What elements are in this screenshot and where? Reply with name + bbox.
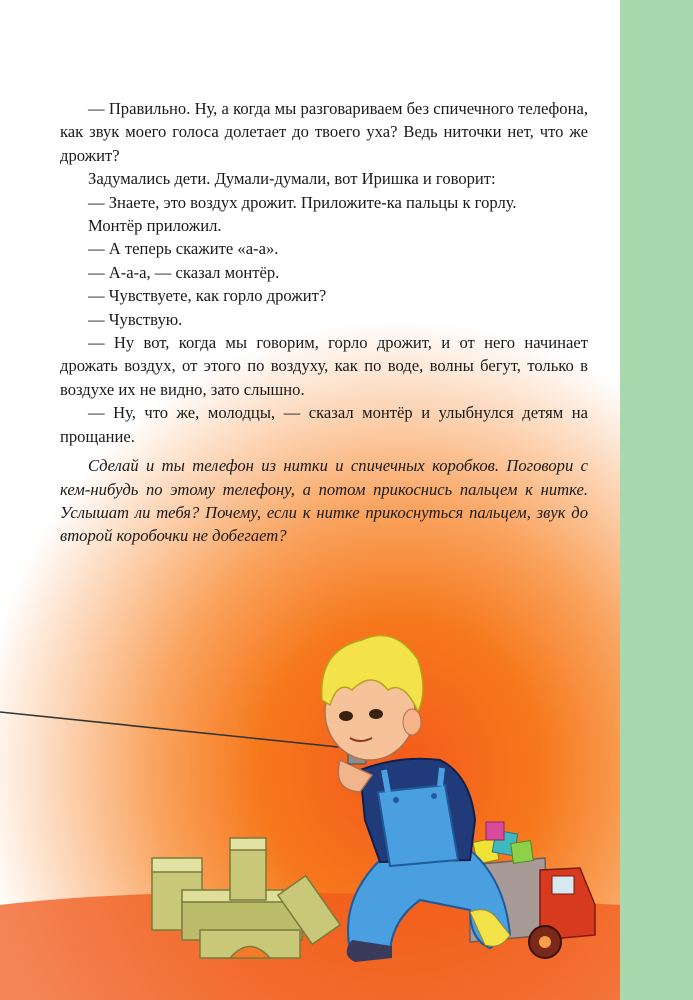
paragraph: Монтёр приложил. xyxy=(88,216,222,236)
story-text xyxy=(60,97,588,548)
boy-overalls xyxy=(378,785,458,866)
telephone-string xyxy=(0,712,348,748)
boy-with-string-telephone-illustration xyxy=(0,560,620,1000)
paragraph: Задумались дети. Думали-думали, вот Иришка и говорит: xyxy=(88,169,496,189)
paragraph: — Ну вот, когда мы говорим, горло дрожит, и от него начинает дрожать воздух, от этого по воздуху, как по воде, волны бегут, только в воздухе их не видно, зато слышно. xyxy=(60,333,588,399)
green-side-strip xyxy=(620,0,693,1000)
task-text: Сделай и ты телефон из нитки и спичечных коробков. Поговори с кем-нибудь по этому телефону, а потом прикоснись пальцем к нитке. Услышат ли тебя? Почему, если к нитке прикоснуться пальцем, звук до второй коробочки не добегает? xyxy=(60,456,588,546)
paragraph: — Ну, что же, молодцы, — сказал монтёр и улыбнулся детям на прощание. xyxy=(60,403,588,446)
paragraph: — Правильно. Ну, а когда мы разговариваем без спичечного телефона, как звук моего голоса долетает до твоего уха? Ведь ниточки нет, что же дрожит? xyxy=(60,99,588,165)
paragraph: — Знаете, это воздух дрожит. Приложите-ка пальцы к горлу. xyxy=(88,192,517,212)
paragraph: — А-а-а, — сказал монтёр. xyxy=(88,262,280,282)
paragraph: — Чувствую. xyxy=(88,309,183,329)
paragraph: — Чувствуете, как горло дрожит? xyxy=(88,286,327,306)
paragraph: — А теперь скажите «а-а». xyxy=(88,239,279,259)
